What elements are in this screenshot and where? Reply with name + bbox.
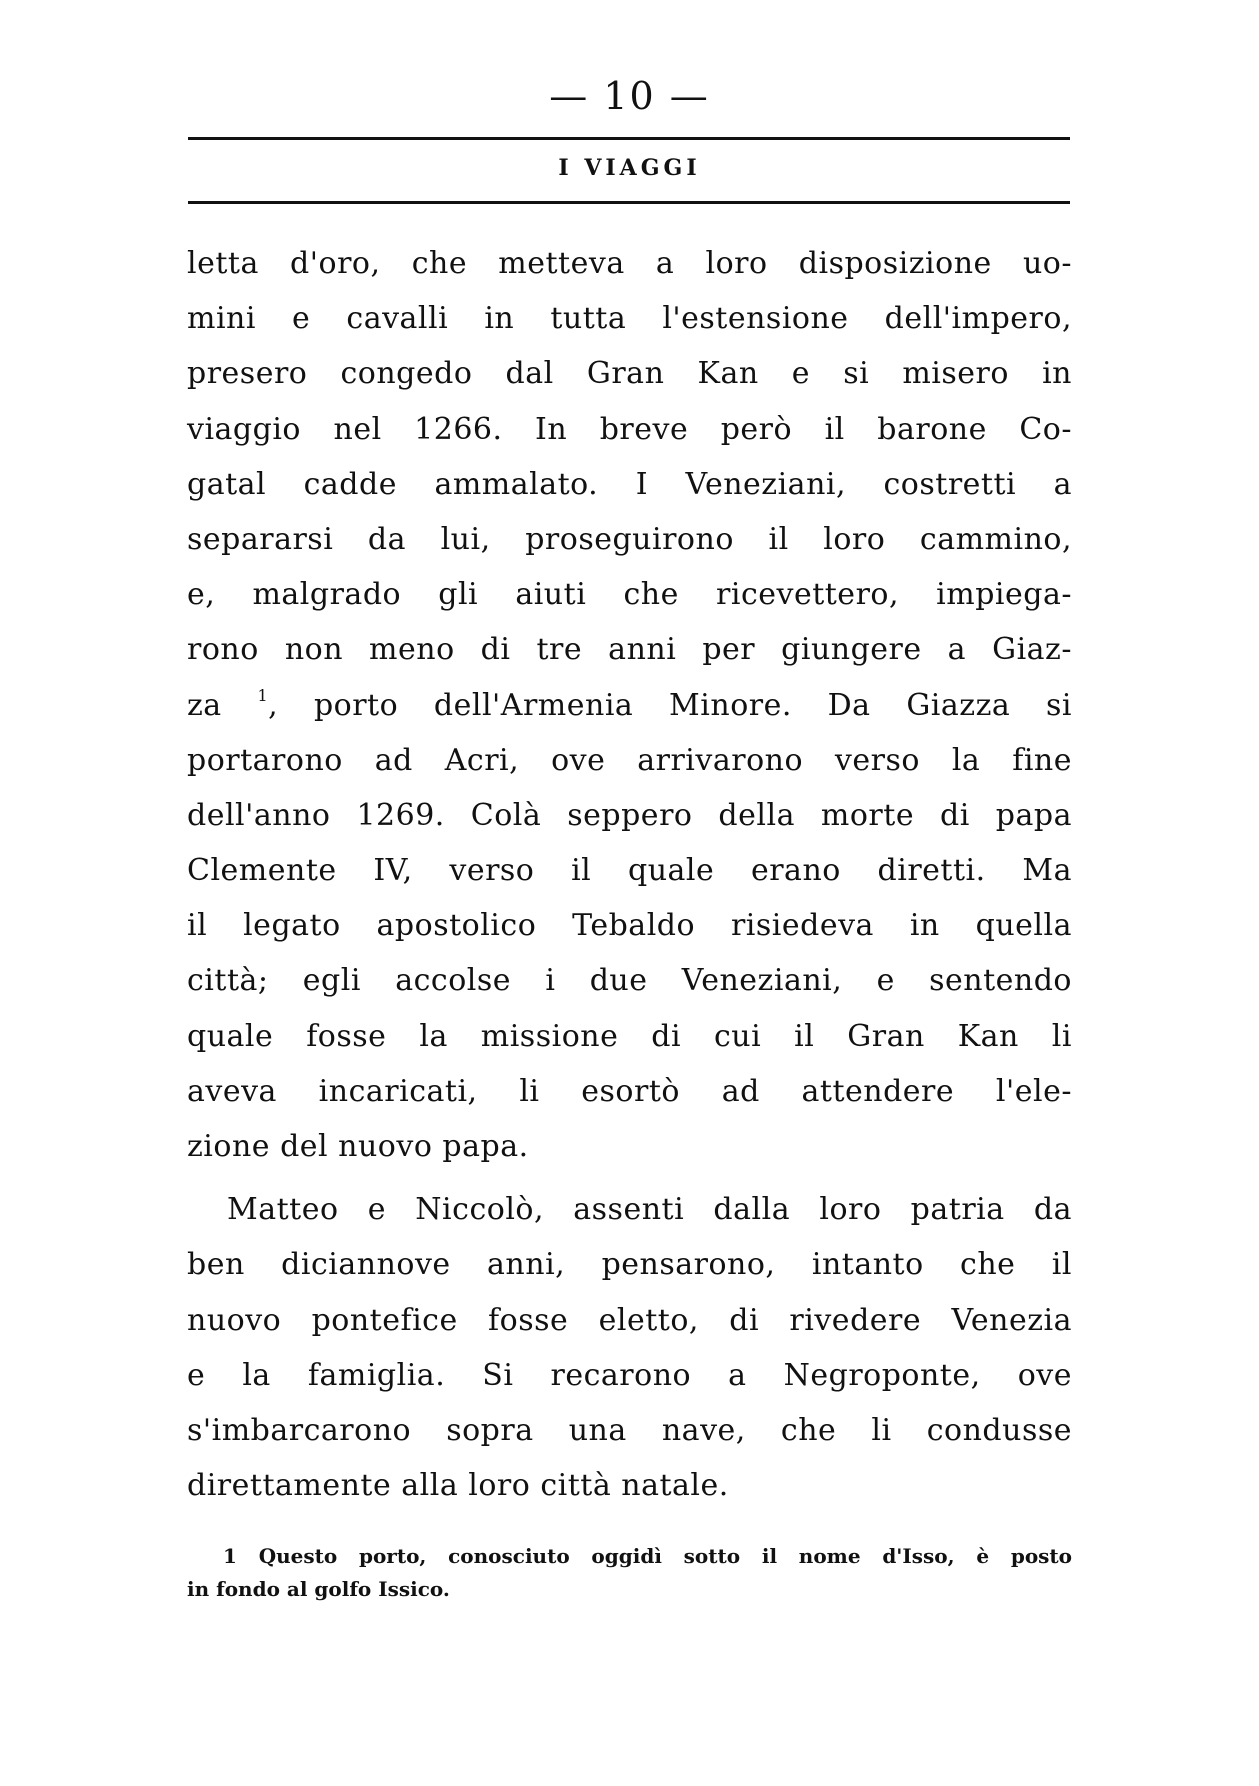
text-line: presero congedo dal Gran Kan e si misero in	[187, 356, 1072, 392]
footnote-line: in fondo al golfo Issico.	[187, 1577, 450, 1601]
page-number: — 10 —	[549, 74, 710, 118]
text-line: e, malgrado gli aiuti che ricevettero, impiega-	[187, 577, 1072, 613]
text-line: separarsi da lui, proseguirono il loro cammino,	[187, 521, 1072, 557]
text-line: letta d'oro, che metteva a loro disposizione uo-	[187, 246, 1072, 281]
text-line: nuovo pontefice fosse eletto, di rivedere Venezia	[187, 1302, 1072, 1338]
running-title: I VIAGGI	[558, 155, 701, 181]
text-line: rono non meno di tre anni per giungere a Giaz-	[187, 632, 1072, 668]
line-prefix: za	[187, 687, 222, 723]
paragraph-2	[187, 1182, 1072, 1513]
text-line: zione del nuovo papa.	[187, 1129, 529, 1164]
footnote	[187, 1540, 1072, 1606]
header-rule-bottom	[188, 201, 1070, 204]
text-line: portarono ad Acri, ove arrivarono verso la fine	[187, 742, 1072, 778]
text-line: Matteo e Niccolò, assenti dalla loro patria da	[227, 1192, 1072, 1228]
text-line: gatal cadde ammalato. I Veneziani, costretti a	[187, 466, 1072, 502]
text-line: e la famiglia. Si recarono a Negroponte, ove	[187, 1357, 1072, 1393]
header-rule-top	[188, 137, 1070, 140]
footnote-line	[187, 1540, 1072, 1573]
text-line: dell'anno 1269. Colà seppero della morte di papa	[187, 797, 1072, 833]
text-line: aveva incaricati, li esortò ad attendere l'ele-	[187, 1073, 1072, 1109]
line-rest: porto dell'Armenia Minore. Da Giazza si	[313, 687, 1072, 723]
paragraph-gap	[187, 1174, 1072, 1182]
footnote-marker: 1	[223, 1544, 237, 1568]
footnote-text: Questo porto, conosciuto oggidì sotto il nome d'Isso, è posto	[258, 1544, 1073, 1568]
text-line: quale fosse la missione di cui il Gran Kan li	[187, 1018, 1072, 1054]
text-line-with-footnote-ref: za $^1$, porto dell'Armenia Minore. Da Giazza si	[187, 685, 1072, 723]
text-line: direttamente alla loro città natale.	[187, 1468, 729, 1504]
text-line: Clemente IV, verso il quale erano diretti. Ma	[187, 853, 1072, 889]
text-line: il legato apostolico Tebaldo risiedeva in quella	[187, 908, 1072, 944]
text-line: viaggio nel 1266. In breve però il barone Co-	[187, 411, 1072, 447]
text-line: città; egli accolse i due Veneziani, e sentendo	[187, 963, 1072, 999]
text-line: mini e cavalli in tutta l'estensione dell'impero,	[187, 301, 1072, 337]
text-line: s'imbarcarono sopra una nave, che li condusse	[187, 1412, 1072, 1448]
paragraph-1	[187, 236, 1072, 1174]
body-text	[187, 236, 1072, 1513]
footnote-reference: 1	[257, 685, 269, 705]
text-line: ben diciannove anni, pensarono, intanto che il	[187, 1247, 1072, 1283]
